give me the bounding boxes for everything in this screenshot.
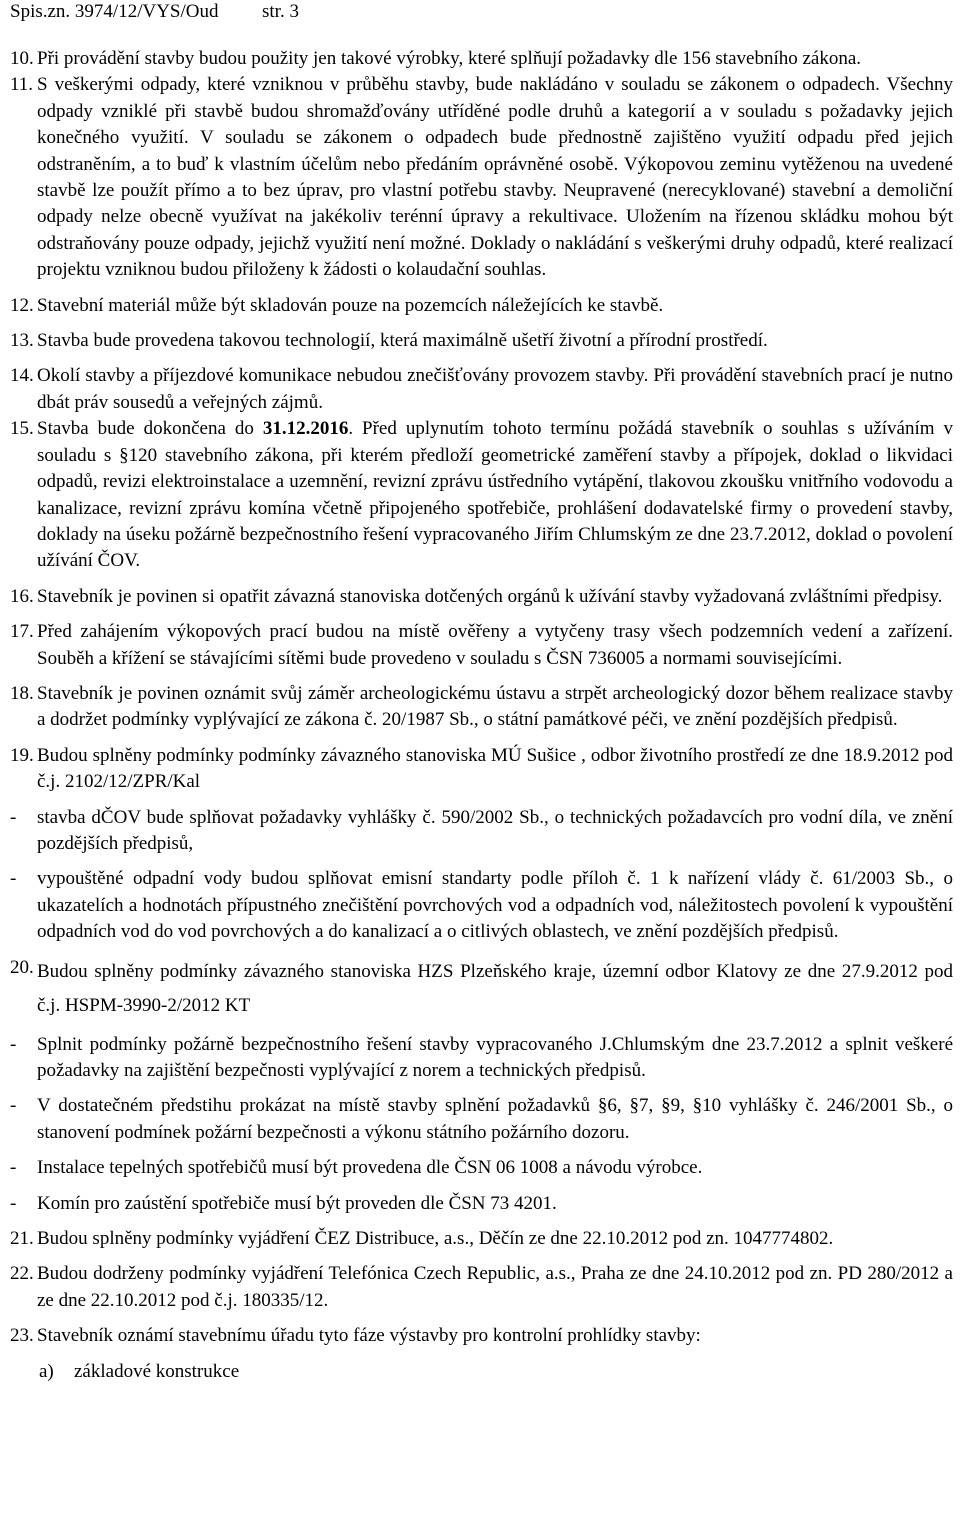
condition-18: 18. Stavebník je povinen oznámit svůj záměr archeologickému ústavu a strpět archeologický dozor během realizace stavby a dodržet podmínky vyplývající ze zákona č. 20/1987 Sb., o státní památkové péči, ve znění pozdějších předpisů. bbox=[10, 682, 953, 731]
condition-21: 21. Budou splněny podmínky vyjádření ČEZ Distribuce, a.s., Děčín ze dne 22.10.2012 pod zn. 1047774802. bbox=[10, 1228, 834, 1250]
condition-19-dash-1: - stavba dČOV bude splňovat požadavky vyhlášky č. 590/2002 Sb., o technických požadavcích pro vodní díla, ve znění pozdějších předpisů, bbox=[10, 806, 953, 854]
condition-20-dash-4: - Komín pro zaústění spotřebiče musí být proveden dle ČSN 73 4201. bbox=[10, 1192, 557, 1214]
condition-13: 13. Stavba bude provedena takovou technologií, která maximálně ušetří životní a přírodní prostředí. bbox=[10, 330, 768, 352]
condition-23-sub-a: a) základové konstrukce bbox=[39, 1360, 240, 1382]
condition-17: 17. Před zahájením výkopových prací budou na místě ověřeny a vytyčeny trasy všech podzemních vedení a zařízení. Souběh a křížení se stávajícími sítěmi bude provedeno v souladu s ČSN 736005 a normami souvisejícími. bbox=[10, 621, 953, 669]
condition-22: 22. Budou dodrženy podmínky vyjádření Telefónica Czech Republic, a.s., Praha ze dne 24.10.2012 pod zn. PD 280/2012 a ze dne 22.10.2012 pod č.j. 180335/12. bbox=[10, 1263, 953, 1311]
condition-14: 14. Okolí stavby a příjezdové komunikace nebudou znečišťovány provozem stavby. Při provádění stavebních prací je nutno dbát práv sousedů a veřejných zájmů. bbox=[10, 365, 953, 413]
conditions-list bbox=[10, 46, 953, 1385]
condition-16: 16. Stavebník je povinen si opatřit závazná stanoviska dotčených orgánů k užívání stavby vyžadovaná zvláštními předpisy. bbox=[10, 585, 943, 607]
condition-15: 15. Stavba bude dokončena do 31.12.2016. Před uplynutím tohoto termínu požádá stavebník o souhlas s užíváním v souladu s §120 stavebního zákona, při kterém předloží geometrické zaměření stavby a přípojek, doklad o likvidaci odpadů, revizi elektroinstalace a uzemnění, revizní zprávu ústředního vytápění, tlakovou zkoušku vnitřního vodovodu a kanalizace, revizní zprávu komína včetně připojeného spotřebiče, prohlášení dodavatelské firmy o provedení stavby, doklady na úseku požárně bezpečnostního řešení vypracovaného Jiřím Chlumským ze dne 23.7.2012, doklad o povolení užívání ČOV. bbox=[10, 418, 953, 572]
condition-23: 23. Stavebník oznámí stavebnímu úřadu tyto fáze výstavby pro kontrolní prohlídky stavby: bbox=[10, 1325, 701, 1347]
condition-20-dash-2: - V dostatečném předstihu prokázat na místě stavby splnění požadavků §6, §7, §9, §10 vyhlášky č. 246/2001 Sb., o stanovení podmínek požární bezpečnosti a výkonu státního požárního dozoru. bbox=[10, 1095, 953, 1143]
page-header bbox=[10, 0, 953, 26]
page-number: str. 3 bbox=[262, 1, 299, 22]
condition-20-dash-1: - Splnit podmínky požárně bezpečnostního řešení stavby vypracovaného J.Chlumským dne 23.7.2012 a splnit veškeré požadavky na zajištění bezpečnosti vyplývající z norem a technických předpisů. bbox=[10, 1033, 953, 1081]
condition-20-dash-3: - Instalace tepelných spotřebičů musí být provedena dle ČSN 06 1008 a návodu výrobce. bbox=[10, 1157, 703, 1179]
file-reference: Spis.zn. 3974/12/VYS/Oud bbox=[10, 1, 219, 22]
condition-10: 10. Při provádění stavby budou použity jen takové výrobky, které splňují požadavky dle 156 stavebního zákona. bbox=[10, 48, 862, 69]
completion-date: 31.12.2016 bbox=[262, 418, 349, 440]
condition-11: 11. S veškerými odpady, které vzniknou v průběhu stavby, bude nakládáno v souladu se zákonem o odpadech. Všechny odpady vzniklé při stavbě budou shromažďovány utříděné podle druhů a kategorií a v souladu s požadavky jejich konečného využití. V souladu se zákonem o odpadech bude přednostně zajištěno využití odpadu před jejich odstraněním, a to buď k vlastním účelům nebo předáním oprávněné osobě. Výkopovou zeminu vytěženou na uvedené stavbě lze použít přímo a to bez úprav, pro vlastní potřebu stavby. Neupravené (nerecyklované) stavební a demoliční odpady nelze obecně využívat na jakékoliv terénní úpravy a rekultivace. Uložením na řízenou skládku mohou být odstraňovány pouze odpady, jejichž využití není možné. Doklady o nakládání s veškerými druhy odpadů, které realizací projektu vzniknou budou přiloženy k žádosti o kolaudační souhlas. bbox=[10, 74, 953, 281]
condition-19: 19. Budou splněny podmínky podmínky závazného stanoviska MÚ Sušice , odbor životního prostředí ze dne 18.9.2012 pod č.j. 2102/12/ZPR/Kal bbox=[10, 744, 953, 793]
condition-19-dash-2: - vypouštěné odpadní vody budou splňovat emisní standarty podle příloh č. 1 k nařízení vlády č. 61/2003 Sb., o ukazatelích a hodnotách přípustného znečištění povrchových vod a odpadních vod, náležitostech povolení k vypouštění odpadních vod do vod povrchových a do kanalizací a o citlivých oblastech, ve znění pozdějších předpisů. bbox=[10, 868, 953, 943]
condition-20: 20. Budou splněny podmínky závazného stanoviska HZS Plzeňského kraje, územní odbor Klatovy ze dne 27.9.2012 pod č.j. HSPM-3990-2/2012 KT bbox=[10, 956, 953, 1016]
condition-12: 12. Stavební materiál může být skladován pouze na pozemcích náležejících ke stavbě. bbox=[10, 294, 664, 316]
